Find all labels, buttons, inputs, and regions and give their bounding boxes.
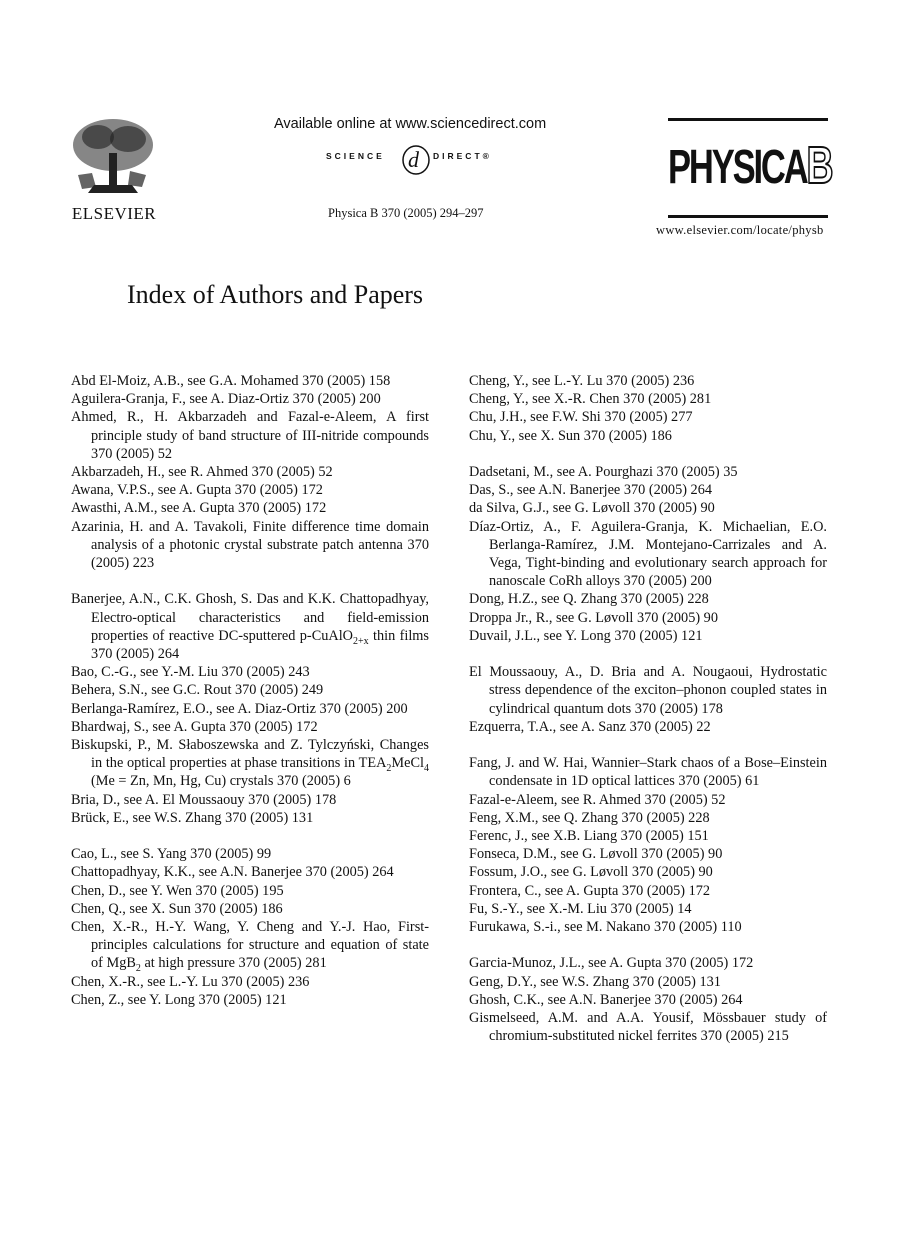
entry-text: Ezquerra, T.A., see A. Sanz 370 (2005) 22 <box>469 718 711 735</box>
index-entry <box>469 973 827 991</box>
journal-logo <box>668 118 832 218</box>
entry-text: Garcia-Munoz, J.L., see A. Gupta 370 (2005) 172 <box>469 955 754 972</box>
entry-text: Brück, E., see W.S. Zhang 370 (2005) 131 <box>71 809 314 826</box>
letter-group-gap <box>469 736 827 754</box>
index-entry <box>71 408 429 463</box>
index-entry <box>71 718 429 736</box>
entry-text: Behera, S.N., see G.C. Rout 370 (2005) 249 <box>71 682 324 699</box>
entry-text: El Moussaouy, A., D. Bria and A. Nougaoui, Hydrostatic stress dependence of the exciton–phonon coupled states in cylindrical quantum dots 370 (2005) 178 <box>469 664 827 717</box>
entry-text: Furukawa, S.-i., see M. Nakano 370 (2005) 110 <box>469 919 742 936</box>
index-entry <box>469 918 827 936</box>
entry-text: Geng, D.Y., see W.S. Zhang 370 (2005) 131 <box>469 973 721 990</box>
sciencedirect-right-word: DIRECT® <box>433 151 492 161</box>
entry-text: Frontera, C., see A. Gupta 370 (2005) 172 <box>469 882 711 899</box>
index-entry <box>469 809 827 827</box>
index-entry <box>71 590 429 663</box>
entry-text: Gismelseed, A.M. and A.A. Yousif, Mössbauer study of chromium-substituted nickel ferrites 370 (2005) 215 <box>469 1010 827 1045</box>
index-entry <box>71 663 429 681</box>
index-entry <box>469 390 827 408</box>
journal-reference: Physica B 370 (2005) 294–297 <box>328 206 484 220</box>
index-entry <box>469 900 827 918</box>
sciencedirect-mark-icon <box>399 138 433 178</box>
journal-name <box>668 137 832 195</box>
entry-text: thin films 370 (2005) 264 <box>91 627 429 663</box>
index-entry <box>469 408 827 426</box>
svg-text:d: d <box>408 147 419 172</box>
index-entry <box>469 481 827 499</box>
entry-text: Banerjee, A.N., C.K. Ghosh, S. Das and K.K. Chattopadhyay, Electro-optical characteristics and field-emission properties of reactive DC-sputtered p-CuAlO <box>71 591 429 644</box>
entry-text: Dadsetani, M., see A. Pourghazi 370 (2005) 35 <box>469 464 738 480</box>
index-entry <box>71 518 429 573</box>
sciencedirect-logo <box>326 138 516 178</box>
journal-url[interactable]: www.elsevier.com/locate/physb <box>656 223 824 237</box>
index-entry <box>71 973 429 991</box>
letter-group-gap <box>469 645 827 663</box>
index-entry <box>469 463 827 481</box>
index-entry <box>71 845 429 863</box>
entry-text: Ferenc, J., see X.B. Liang 370 (2005) 151 <box>469 828 709 845</box>
subscript: 2 <box>386 763 392 775</box>
entry-text: Dong, H.Z., see Q. Zhang 370 (2005) 228 <box>469 591 709 608</box>
journal-letter: B <box>806 137 832 195</box>
bottom-rule <box>668 215 828 218</box>
entry-text: Cao, L., see S. Yang 370 (2005) 99 <box>71 846 272 863</box>
index-entry <box>71 791 429 809</box>
entry-text: Bhardwaj, S., see A. Gupta 370 (2005) 172 <box>71 718 318 735</box>
elsevier-tree-icon <box>68 115 158 197</box>
letter-group-gap <box>71 572 429 590</box>
entry-text: Cheng, Y., see L.-Y. Lu 370 (2005) 236 <box>469 373 695 389</box>
index-entry <box>71 736 429 791</box>
entry-text: da Silva, G.J., see G. Løvoll 370 (2005) 90 <box>469 500 715 517</box>
entry-text: Fang, J. and W. Hai, Wannier–Stark chaos of a Bose–Einstein condensate in 1D optical lattices 370 (2005) 61 <box>469 755 827 790</box>
index-entry <box>71 700 429 718</box>
entry-text: Awana, V.P.S., see A. Gupta 370 (2005) 172 <box>71 482 323 499</box>
index-column-right <box>469 372 827 1045</box>
entry-text: Chu, Y., see X. Sun 370 (2005) 186 <box>469 427 672 444</box>
entry-text: Awasthi, A.M., see A. Gupta 370 (2005) 172 <box>71 500 327 517</box>
letter-group-gap <box>71 827 429 845</box>
entry-text: Díaz-Ortiz, A., F. Aguilera-Granja, K. Michaelian, E.O. Berlanga-Ramírez, J.M. Montejano-Carrizales and A. Vega, Tight-binding and evolutionary search approach for nanoscale CoRh alloys 370 (2005) 200 <box>469 518 827 590</box>
index-entry <box>71 463 429 481</box>
index-entry <box>469 754 827 790</box>
letter-group-gap <box>469 445 827 463</box>
entry-text: Bria, D., see A. El Moussaouy 370 (2005) 178 <box>71 791 337 808</box>
index-entry <box>469 427 827 445</box>
index-entry <box>469 609 827 627</box>
subscript: 2 <box>135 963 141 975</box>
index-entry <box>71 863 429 881</box>
index-entry <box>469 954 827 972</box>
index-entry <box>469 845 827 863</box>
index-entry <box>469 991 827 1009</box>
index-entry <box>469 590 827 608</box>
index-entry <box>71 390 429 408</box>
top-rule <box>668 118 828 121</box>
entry-text: Berlanga-Ramírez, E.O., see A. Diaz-Ortiz 370 (2005) 200 <box>71 700 408 717</box>
entry-text: Bao, C.-G., see Y.-M. Liu 370 (2005) 243 <box>71 664 310 681</box>
index-entry <box>469 663 827 718</box>
entry-text: Fazal-e-Aleem, see R. Ahmed 370 (2005) 52 <box>469 791 726 808</box>
entry-text: Chattopadhyay, K.K., see A.N. Banerjee 370 (2005) 264 <box>71 864 394 881</box>
subscript: 4 <box>424 763 429 775</box>
entry-text: Ghosh, C.K., see A.N. Banerjee 370 (2005) 264 <box>469 991 743 1008</box>
entry-text: Aguilera-Granja, F., see A. Diaz-Ortiz 370 (2005) 200 <box>71 391 381 408</box>
entry-text: Chen, Z., see Y. Long 370 (2005) 121 <box>71 991 287 1008</box>
index-entry <box>71 900 429 918</box>
index-entry <box>71 991 429 1009</box>
entry-text: Droppa Jr., R., see G. Løvoll 370 (2005) 90 <box>469 609 718 626</box>
letter-group-gap <box>469 936 827 954</box>
index-column-left <box>71 372 429 1009</box>
index-entry <box>469 627 827 645</box>
index-entry <box>469 718 827 736</box>
entry-text: Ahmed, R., H. Akbarzadeh and Fazal-e-Aleem, A first principle study of band structure of III-nitride compounds 370 (2005) 52 <box>71 409 429 462</box>
journal-name-text: PHYSICA <box>668 141 807 194</box>
entry-text: Akbarzadeh, H., see R. Ahmed 370 (2005) 52 <box>71 464 333 481</box>
index-entry <box>469 372 827 390</box>
entry-text: Chen, X.-R., see L.-Y. Lu 370 (2005) 236 <box>71 973 310 990</box>
index-entry <box>71 882 429 900</box>
entry-text: Azarinia, H. and A. Tavakoli, Finite difference time domain analysis of a photonic crystal substrate patch antenna 370 (2005) 223 <box>71 518 429 572</box>
sciencedirect-left-word: SCIENCE <box>326 151 385 161</box>
entry-text: Cheng, Y., see X.-R. Chen 370 (2005) 281 <box>469 391 712 408</box>
index-entry <box>71 499 429 517</box>
index-entry <box>71 481 429 499</box>
index-entry <box>71 918 429 973</box>
entry-text: Feng, X.M., see Q. Zhang 370 (2005) 228 <box>469 809 710 826</box>
entry-text: Fossum, J.O., see G. Løvoll 370 (2005) 90 <box>469 864 713 881</box>
entry-text: Chen, D., see Y. Wen 370 (2005) 195 <box>71 882 284 899</box>
entry-text: Chen, X.-R., H.-Y. Wang, Y. Cheng and Y.-J. Hao, First-principles calculations for structure and equation of state of MgB <box>71 919 429 972</box>
elsevier-logo <box>68 115 160 224</box>
page-title: Index of Authors and Papers <box>127 280 424 309</box>
index-entry <box>469 518 827 591</box>
index-entry <box>469 499 827 517</box>
entry-text: Fonseca, D.M., see G. Løvoll 370 (2005) 90 <box>469 846 723 863</box>
index-entry <box>71 681 429 699</box>
entry-text: Duvail, J.L., see Y. Long 370 (2005) 121 <box>469 627 703 644</box>
index-entry <box>469 863 827 881</box>
index-entry <box>469 827 827 845</box>
entry-text: at high pressure 370 (2005) 281 <box>140 955 327 972</box>
index-entry <box>469 791 827 809</box>
entry-text: Fu, S.-Y., see X.-M. Liu 370 (2005) 14 <box>469 900 692 917</box>
entry-text: (Me = Zn, Mn, Hg, Cu) crystals 370 (2005) 6 <box>91 773 351 790</box>
entry-text: Das, S., see A.N. Banerjee 370 (2005) 264 <box>469 482 712 499</box>
entry-text: Abd El-Moiz, A.B., see G.A. Mohamed 370 (2005) 158 <box>71 373 391 389</box>
entry-text: Biskupski, P., M. Słaboszewska and Z. Tylczyński, Changes in the optical properties at phase transitions in TEA <box>71 737 429 772</box>
available-online-text: Available online at www.sciencedirect.com <box>274 116 547 132</box>
index-entry <box>71 372 429 390</box>
index-entry <box>71 809 429 827</box>
index-entry <box>469 882 827 900</box>
entry-text: Chen, Q., see X. Sun 370 (2005) 186 <box>71 900 283 917</box>
index-entry <box>469 1009 827 1045</box>
entry-text: Chu, J.H., see F.W. Shi 370 (2005) 277 <box>469 409 693 426</box>
publisher-name: ELSEVIER <box>71 204 157 223</box>
subscript: 2+x <box>353 635 369 647</box>
entry-text: MeCl <box>391 755 424 772</box>
